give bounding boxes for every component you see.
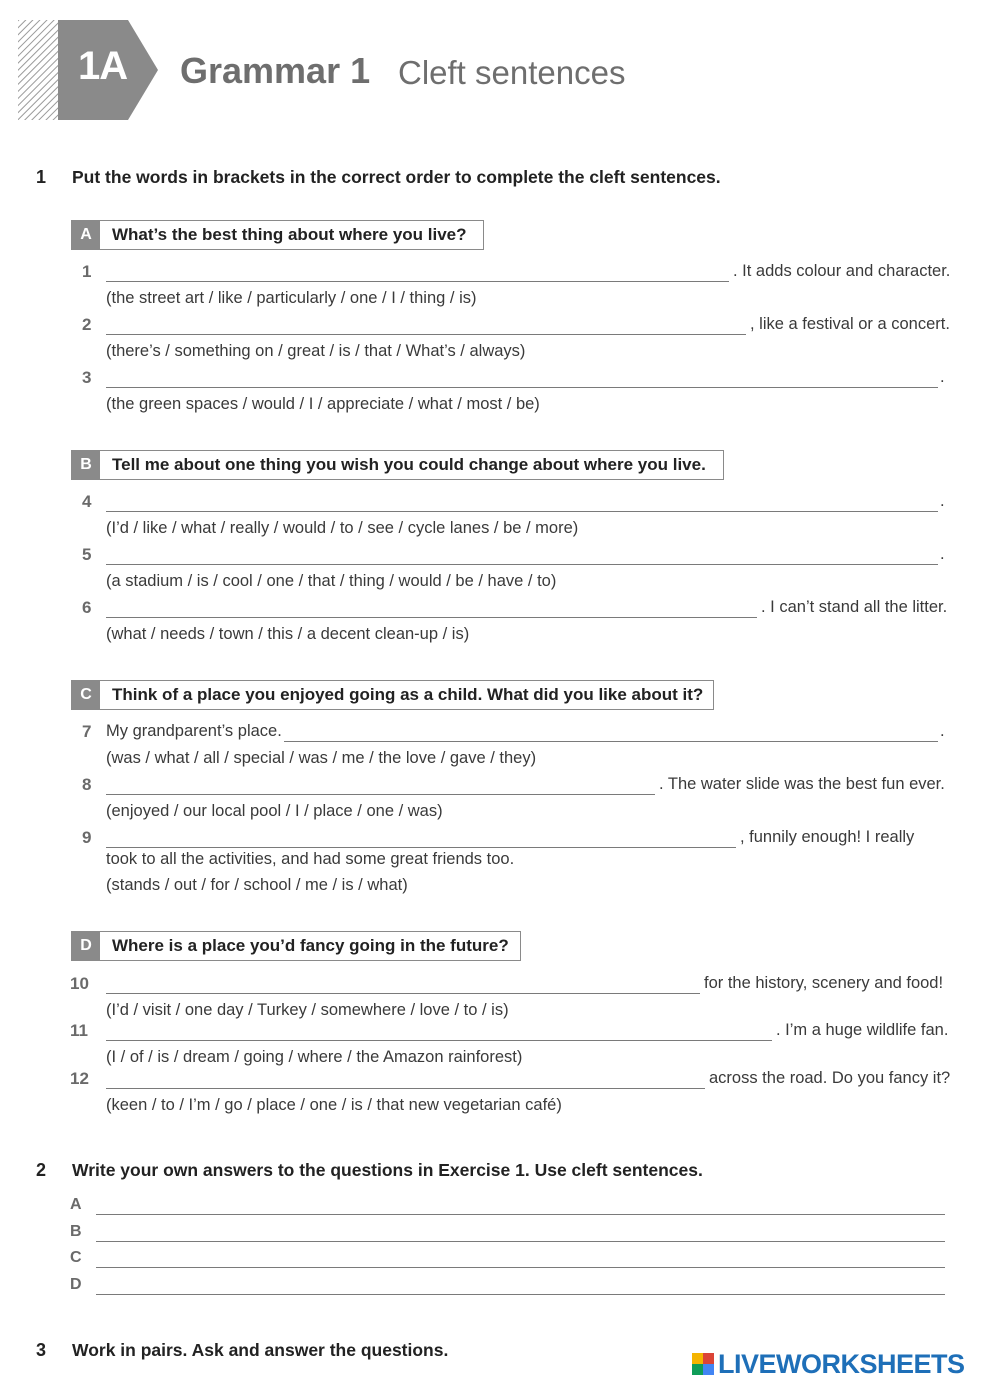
item-hint: (was / what / all / special / was / me / the love / gave / they) [106, 749, 537, 767]
item-number: 12 [70, 1069, 89, 1088]
section-d-header [71, 931, 521, 961]
item-number: 6 [82, 598, 92, 617]
answer-letter: D [70, 1276, 82, 1293]
item-hint: (I / of / is / dream / going / where / the Amazon rainforest) [106, 1048, 523, 1066]
logo-mark-icon [692, 1353, 714, 1375]
page-subtitle: Cleft sentences [398, 54, 626, 91]
exercise-1-number: 1 [36, 167, 47, 187]
answer-line-9[interactable] [106, 847, 736, 848]
item-after-text: , funnily enough! I really [740, 828, 915, 846]
own-answer-line-a[interactable] [96, 1214, 945, 1215]
answer-line-12[interactable] [106, 1088, 705, 1089]
item-after-text: . The water slide was the best fun ever. [659, 775, 945, 793]
logo-square [703, 1353, 714, 1364]
item-after-text: across the road. Do you fancy it? [709, 1069, 951, 1087]
exercise-3-instruction: Work in pairs. Ask and answer the questions. [72, 1340, 449, 1360]
item-after-text: . [940, 368, 945, 386]
item-after-text: . I’m a huge wildlife fan. [776, 1021, 949, 1039]
item-hint: (the green spaces / would / I / appreciate / what / most / be) [106, 395, 540, 413]
section-letter: D [72, 932, 100, 960]
own-answer-line-d[interactable] [96, 1294, 945, 1295]
item-number: 7 [82, 722, 92, 741]
answer-line-4[interactable] [106, 511, 938, 512]
item-number: 11 [70, 1021, 88, 1040]
item-number: 3 [82, 368, 92, 387]
answer-line-6[interactable] [106, 617, 757, 618]
section-question: Think of a place you enjoyed going as a child. What did you like about it? [112, 685, 704, 704]
section-letter: B [72, 451, 100, 479]
item-after-text: . [940, 545, 945, 563]
item-number: 5 [82, 545, 92, 564]
logo-text: LIVEWORKSHEETS [718, 1348, 965, 1379]
item-hint: (enjoyed / our local pool / I / place / one / was) [106, 802, 443, 820]
item-number: 8 [82, 775, 92, 794]
answer-line-7[interactable] [284, 741, 938, 742]
section-c-header [71, 680, 714, 710]
item-after-text: . I can’t stand all the litter. [761, 598, 948, 616]
section-letter: C [72, 681, 100, 709]
own-answer-line-b[interactable] [96, 1241, 945, 1242]
section-letter: A [72, 221, 100, 249]
item-before-text: My grandparent’s place. [106, 722, 282, 740]
section-question: Tell me about one thing you wish you could change about where you live. [112, 455, 706, 474]
item-number: 10 [70, 974, 89, 993]
liveworksheets-logo [692, 1348, 965, 1380]
exercise-2-instruction: Write your own answers to the questions in Exercise 1. Use cleft sentences. [72, 1160, 703, 1180]
answer-line-1[interactable] [106, 281, 729, 282]
item-hint: (a stadium / is / cool / one / that / thing / would / be / have / to) [106, 572, 557, 590]
item-number: 4 [82, 492, 92, 511]
answer-line-3[interactable] [106, 387, 938, 388]
item-after-text: . It adds colour and character. [733, 262, 951, 280]
answer-letter: A [70, 1196, 82, 1213]
item-hint: (there’s / something on / great / is / that / What’s / always) [106, 342, 526, 360]
item-number: 9 [82, 828, 92, 847]
answer-letter: C [70, 1249, 82, 1266]
item-hint: (the street art / like / particularly / one / I / thing / is) [106, 289, 477, 307]
item-hint: (I’d / visit / one day / Turkey / somewhere / love / to / is) [106, 1001, 509, 1019]
item-after-text: . [940, 722, 945, 740]
section-question: Where is a place you’d fancy going in the future? [112, 936, 509, 955]
answer-line-2[interactable] [106, 334, 746, 335]
exercise-1-instruction: Put the words in brackets in the correct order to complete the cleft sentences. [72, 167, 721, 187]
answer-line-8[interactable] [106, 794, 655, 795]
logo-square [703, 1364, 714, 1375]
item-after-text: for the history, scenery and food! [704, 974, 944, 992]
page-title: Grammar 1 [180, 50, 371, 91]
section-a-header [71, 220, 484, 250]
answer-line-5[interactable] [106, 564, 938, 565]
item-hint: (keen / to / I’m / go / place / one / is / that new vegetarian café) [106, 1096, 562, 1114]
section-b-header [71, 450, 724, 480]
exercise-3-number: 3 [36, 1340, 47, 1360]
section-question: What’s the best thing about where you live? [112, 225, 467, 244]
exercise-2-number: 2 [36, 1160, 47, 1180]
item-continuation-text: took to all the activities, and had some great friends too. [106, 850, 515, 868]
item-after-text: . [940, 492, 945, 510]
own-answer-line-c[interactable] [96, 1267, 945, 1268]
item-hint: (what / needs / town / this / a decent clean-up / is) [106, 625, 470, 643]
item-hint: (I’d / like / what / really / would / to / see / cycle lanes / be / more) [106, 519, 579, 537]
item-number: 2 [82, 315, 92, 334]
answer-line-10[interactable] [106, 993, 700, 994]
item-hint: (stands / out / for / school / me / is / what) [106, 876, 408, 894]
answer-letter: B [70, 1223, 82, 1240]
item-number: 1 [82, 262, 92, 281]
answer-line-11[interactable] [106, 1040, 772, 1041]
logo-square [692, 1353, 703, 1364]
unit-badge: 1A [78, 44, 128, 88]
logo-square [692, 1364, 703, 1375]
item-after-text: , like a festival or a concert. [750, 315, 950, 333]
